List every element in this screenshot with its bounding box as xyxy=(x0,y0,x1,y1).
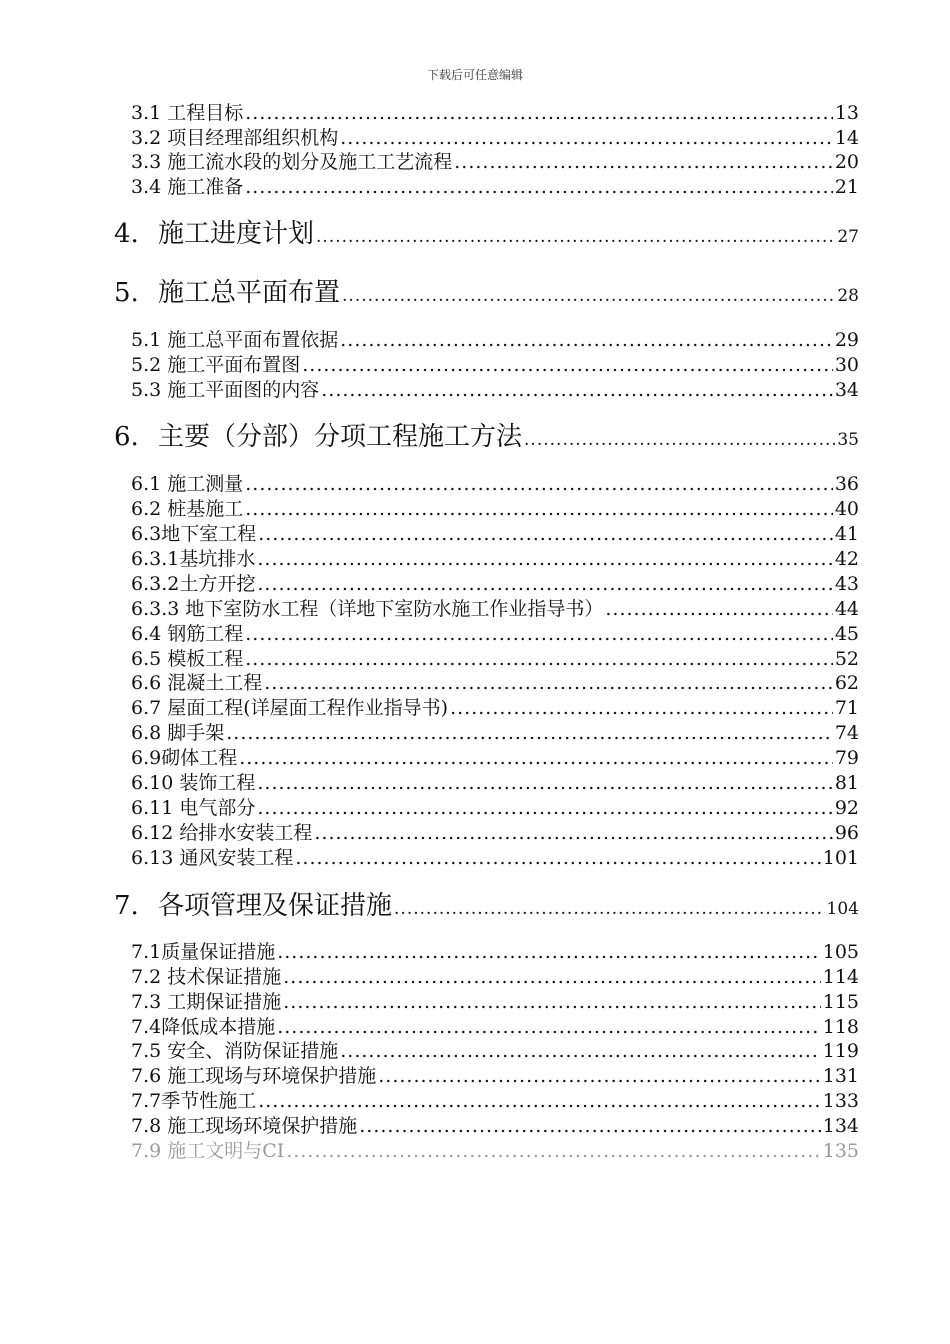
toc-leader-dots xyxy=(245,622,833,646)
toc-entry-label: 6.1 施工测量 xyxy=(131,473,244,495)
toc-entry[interactable] xyxy=(131,472,859,496)
toc-entry[interactable] xyxy=(131,353,859,377)
toc-entry-label: 6.3.1基坑排水 xyxy=(131,548,256,570)
toc-leader-dots xyxy=(316,221,835,253)
toc-leader-dots xyxy=(277,1015,821,1039)
toc-page-number: 71 xyxy=(834,697,859,719)
toc-entry[interactable] xyxy=(131,746,859,770)
toc-entry[interactable] xyxy=(131,1139,859,1163)
toc-entry[interactable] xyxy=(131,696,859,720)
toc-leader-dots xyxy=(302,353,833,377)
toc-entry[interactable] xyxy=(131,965,859,989)
toc-page-number: 45 xyxy=(834,623,859,645)
toc-page-number: 96 xyxy=(834,822,859,844)
toc-entry[interactable] xyxy=(131,671,859,695)
toc-chapter-label xyxy=(114,421,522,453)
toc-leader-dots xyxy=(257,771,832,795)
toc-page-number: 118 xyxy=(822,1016,859,1038)
toc-entry[interactable] xyxy=(131,990,859,1014)
toc-entry-label: 5.1 施工总平面布置依据 xyxy=(131,329,339,351)
toc-leader-dots xyxy=(264,671,833,695)
toc-leader-dots xyxy=(245,497,833,521)
toc-entry-label: 7.5 安全、消防保证措施 xyxy=(131,1040,339,1062)
toc-page-number: 52 xyxy=(834,648,859,670)
toc-chapter-label xyxy=(114,277,340,309)
toc-page-number: 40 xyxy=(834,498,859,520)
toc-entry-label: 3.4 施工准备 xyxy=(131,176,244,198)
toc-leader-dots xyxy=(258,522,833,546)
toc-entry[interactable] xyxy=(131,940,859,964)
toc-entry[interactable] xyxy=(131,846,859,870)
toc-entry[interactable] xyxy=(131,1039,859,1063)
toc-entry-label: 6.4 钢筋工程 xyxy=(131,623,244,645)
toc-page-number: 104 xyxy=(826,899,859,919)
toc-entry[interactable] xyxy=(131,497,859,521)
toc-chapter-entry[interactable] xyxy=(114,890,859,925)
toc-entry[interactable] xyxy=(131,572,859,596)
toc-page-number: 41 xyxy=(834,523,859,545)
toc-chapter-label xyxy=(114,218,314,250)
toc-leader-dots xyxy=(245,175,833,199)
toc-leader-dots xyxy=(394,893,825,925)
toc-entry-label: 3.3 施工流水段的划分及施工工艺流程 xyxy=(131,151,453,173)
toc-entry[interactable] xyxy=(131,175,859,199)
toc-entry[interactable] xyxy=(131,721,859,745)
toc-entry-label: 6.6 混凝土工程 xyxy=(131,672,263,694)
toc-page-number: 30 xyxy=(834,354,859,376)
toc-chapter-number: 7. xyxy=(114,891,139,921)
toc-entry-label: 6.2 桩基施工 xyxy=(131,498,244,520)
toc-page-number: 42 xyxy=(834,548,859,570)
toc-leader-dots xyxy=(283,990,820,1014)
toc-leader-dots xyxy=(245,647,833,671)
toc-entry[interactable] xyxy=(131,771,859,795)
toc-entry-label: 7.3 工期保证措施 xyxy=(131,991,282,1013)
toc-leader-dots xyxy=(454,150,833,174)
toc-entry[interactable] xyxy=(131,522,859,546)
toc-page-number: 105 xyxy=(822,941,859,963)
toc-chapter-entry[interactable] xyxy=(114,277,859,312)
toc-leader-dots xyxy=(239,746,833,770)
toc-page-number: 36 xyxy=(834,473,859,495)
toc-entry-label: 6.13 通风安装工程 xyxy=(131,847,294,869)
toc-page-number: 92 xyxy=(834,797,859,819)
toc-entry[interactable] xyxy=(131,796,859,820)
toc-leader-dots xyxy=(277,940,821,964)
toc-page-number: 34 xyxy=(834,379,859,401)
toc-entry-label: 7.4降低成本措施 xyxy=(131,1016,276,1038)
toc-entry-label: 7.2 技术保证措施 xyxy=(131,966,282,988)
toc-page-number: 44 xyxy=(834,598,859,620)
toc-page-number: 135 xyxy=(822,1140,859,1162)
toc-page-number: 101 xyxy=(822,847,859,869)
toc-chapter-title: 主要（分部）分项工程施工方法 xyxy=(158,422,523,452)
toc-entry[interactable] xyxy=(131,101,859,125)
toc-entry[interactable] xyxy=(131,1114,859,1138)
toc-entry[interactable] xyxy=(131,647,859,671)
toc-page-number: 27 xyxy=(837,227,859,247)
toc-entry-label: 7.9 施工文明与CI xyxy=(131,1140,285,1162)
toc-chapter-title: 施工总平面布置 xyxy=(158,278,341,308)
toc-page-number: 133 xyxy=(822,1090,859,1112)
toc-leader-dots xyxy=(286,1139,820,1163)
toc-leader-dots xyxy=(245,101,833,125)
toc-leader-dots xyxy=(258,1089,821,1113)
toc-leader-dots xyxy=(340,1039,820,1063)
toc-leader-dots xyxy=(359,1114,820,1138)
toc-entry-label: 6.3.3 地下室防水工程（详地下室防水施工作业指导书） xyxy=(131,598,604,620)
toc-entry-label: 5.3 施工平面图的内容 xyxy=(131,379,320,401)
toc-entry[interactable] xyxy=(131,1015,859,1039)
toc-leader-dots xyxy=(314,821,832,845)
toc-chapter-entry[interactable] xyxy=(114,421,859,456)
toc-entry[interactable] xyxy=(131,622,859,646)
toc-entry-label: 6.9砌体工程 xyxy=(131,747,238,769)
toc-entry[interactable] xyxy=(131,126,859,150)
toc-page-number: 29 xyxy=(834,329,859,351)
toc-chapter-number: 4. xyxy=(114,219,139,249)
toc-chapter-title: 各项管理及保证措施 xyxy=(158,891,393,921)
toc-leader-dots xyxy=(257,547,832,571)
toc-entry[interactable] xyxy=(131,150,859,174)
toc-page-number: 62 xyxy=(834,672,859,694)
toc-page-number: 14 xyxy=(834,127,859,149)
toc-page-number: 35 xyxy=(837,430,859,450)
toc-leader-dots xyxy=(524,424,835,456)
toc-page-number: 134 xyxy=(822,1115,859,1137)
toc-chapter-entry[interactable] xyxy=(114,218,859,253)
toc-page-number: 119 xyxy=(822,1040,859,1062)
page-header: 下载后可任意编辑 xyxy=(426,68,523,82)
toc-leader-dots xyxy=(226,721,833,745)
toc-entry-label: 6.10 装饰工程 xyxy=(131,772,256,794)
toc-entry-label: 6.3地下室工程 xyxy=(131,523,257,545)
toc-entry-label: 6.3.2土方开挖 xyxy=(131,573,256,595)
toc-leader-dots xyxy=(245,472,833,496)
toc-chapter-number: 5. xyxy=(114,278,139,308)
toc-entry[interactable] xyxy=(131,328,859,352)
toc-leader-dots xyxy=(378,1064,820,1088)
toc-entry-label: 6.11 电气部分 xyxy=(131,797,256,819)
toc-entry-label: 7.8 施工现场环境保护措施 xyxy=(131,1115,358,1137)
toc-entry[interactable] xyxy=(131,597,859,621)
toc-entry[interactable] xyxy=(131,1089,859,1113)
toc-leader-dots xyxy=(340,328,833,352)
toc-leader-dots xyxy=(605,597,832,621)
toc-page-number: 74 xyxy=(834,722,859,744)
toc-leader-dots xyxy=(342,280,835,312)
toc-page-number: 115 xyxy=(822,991,859,1013)
toc-page-number: 20 xyxy=(834,151,859,173)
toc-page-number: 131 xyxy=(822,1065,859,1087)
toc-leader-dots xyxy=(257,572,832,596)
toc-entry[interactable] xyxy=(131,821,859,845)
toc-entry-label: 7.7季节性施工 xyxy=(131,1090,257,1112)
toc-page-number: 13 xyxy=(834,102,859,124)
toc-entry-label: 6.5 模板工程 xyxy=(131,648,244,670)
toc-page-number: 28 xyxy=(837,286,859,306)
toc-entry-label: 6.12 给排水安装工程 xyxy=(131,822,313,844)
toc-page-number: 79 xyxy=(834,747,859,769)
toc-entry-label: 6.7 屋面工程(详屋面工程作业指导书) xyxy=(131,697,449,719)
toc-page-number: 21 xyxy=(834,176,859,198)
toc-entry[interactable] xyxy=(131,378,859,402)
toc-page-number: 114 xyxy=(822,966,859,988)
toc-entry-label: 3.2 项目经理部组织机构 xyxy=(131,127,339,149)
toc-leader-dots xyxy=(321,378,833,402)
toc-chapter-number: 6. xyxy=(114,422,139,452)
toc-entry-label: 6.8 脚手架 xyxy=(131,722,225,744)
toc-entry[interactable] xyxy=(131,1064,859,1088)
toc-entry-label: 7.6 施工现场与环境保护措施 xyxy=(131,1065,377,1087)
toc-page-number: 43 xyxy=(834,573,859,595)
toc-chapter-title: 施工进度计划 xyxy=(158,219,315,249)
toc-leader-dots xyxy=(257,796,832,820)
toc-leader-dots xyxy=(450,696,833,720)
toc-page-number: 81 xyxy=(834,772,859,794)
toc-entry[interactable] xyxy=(131,547,859,571)
toc-entry-label: 7.1质量保证措施 xyxy=(131,941,276,963)
toc-leader-dots xyxy=(340,126,833,150)
toc-chapter-label xyxy=(114,890,392,922)
toc-entry-label: 5.2 施工平面布置图 xyxy=(131,354,301,376)
toc-leader-dots xyxy=(295,846,820,870)
toc-leader-dots xyxy=(283,965,820,989)
toc-entry-label: 3.1 工程目标 xyxy=(131,102,244,124)
